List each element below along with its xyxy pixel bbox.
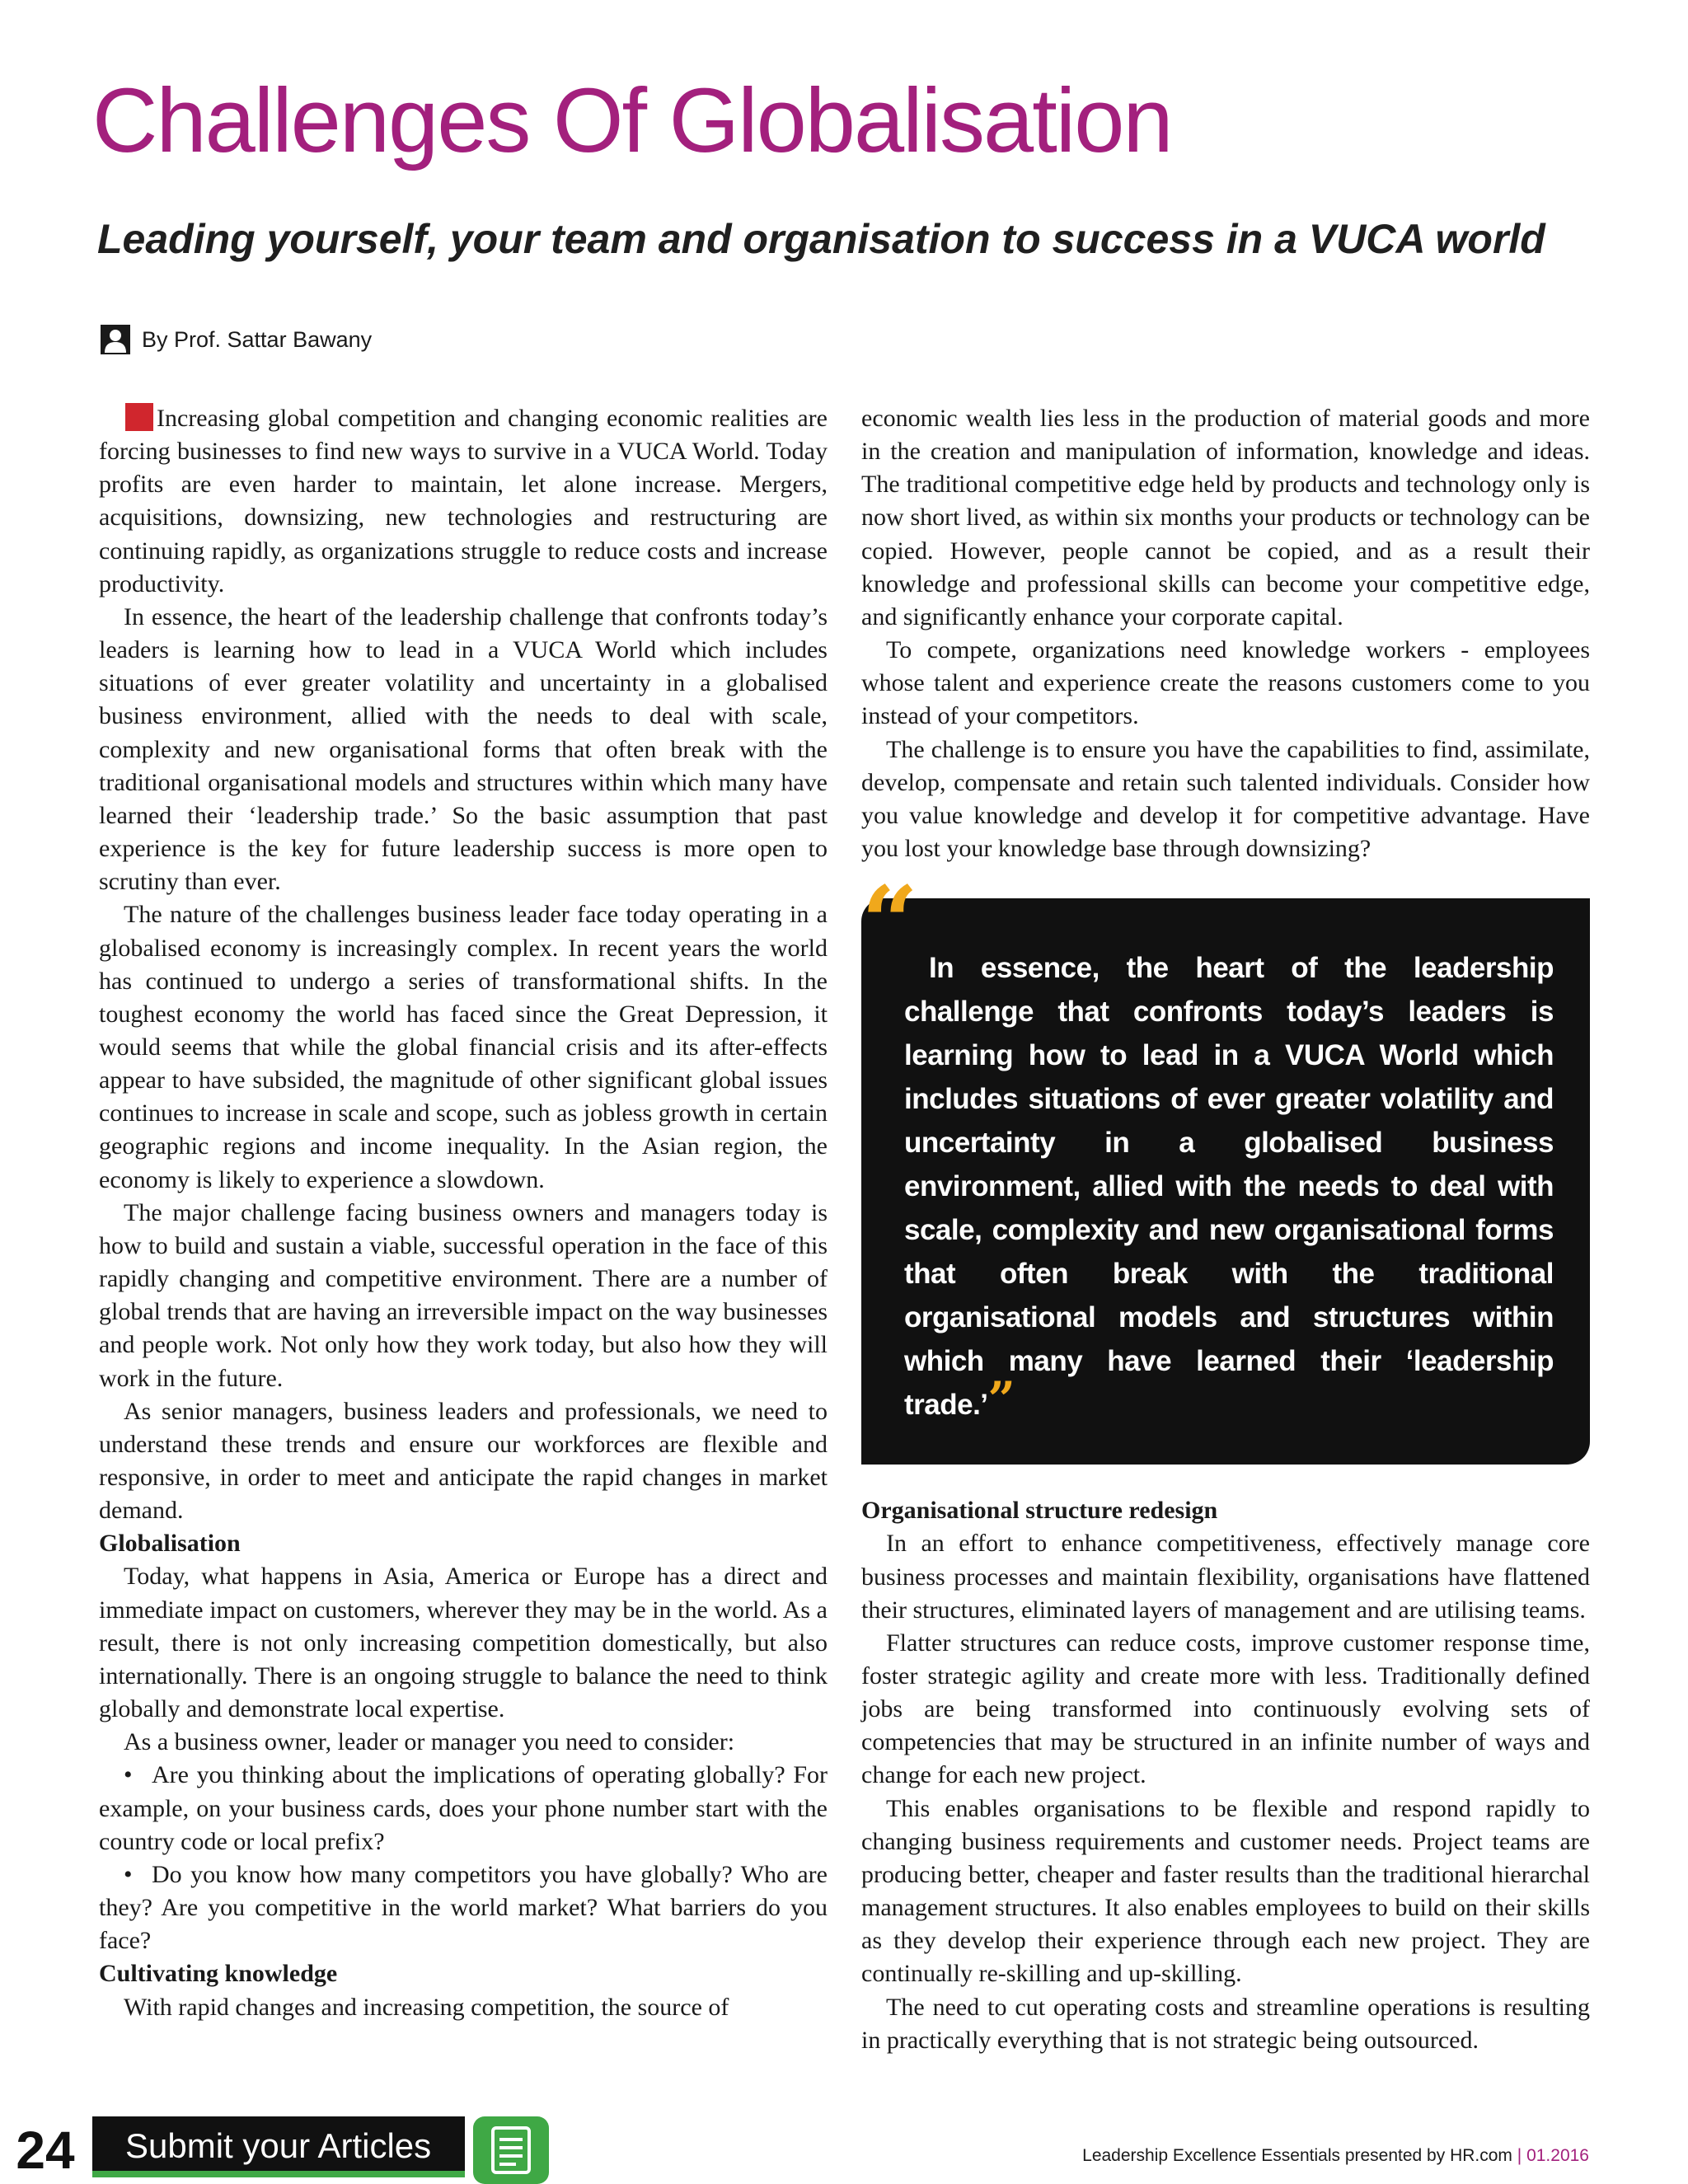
left-column (99, 402, 828, 2024)
bullet-text: Do you know how many competitors you have globally? Who are they? Are you competitive in the world market? What barriers do you face? (99, 1860, 828, 1955)
article-title: Challenges Of Globalisation (92, 70, 1172, 171)
paragraph (99, 402, 828, 601)
right-column (861, 402, 1590, 2057)
open-quote-icon: “ (861, 865, 919, 982)
document-icon-glyph (490, 2125, 532, 2176)
author-name: By Prof. Sattar Bawany (142, 326, 373, 352)
page-footer (0, 2110, 1688, 2184)
document-icon[interactable] (473, 2116, 549, 2184)
paragraph: This enables organisations to be flexible and respond rapidly to changing business requirements and customer needs. Project teams are producing better, cheaper and faster results than the traditional hierarchal management structures. It also enables employees to build on their skills as they develop their experience through each new project. They are continually re-skilling and up-skilling. (861, 1794, 1590, 1988)
paragraph: With rapid changes and increasing competition, the source of (124, 1993, 729, 2021)
paragraph: Today, what happens in Asia, America or Europe has a direct and immediate impact on customers, wherever they may be in the world. As a result, there is not only increasing competition domestically, but also internationally. There is an ongoing struggle to balance the need to think globally and demonstrate local expertise. (99, 1563, 828, 1723)
section-heading-knowledge: Cultivating knowledge (99, 1960, 338, 1988)
quote-body: In essence, the heart of the leadership challenge that confronts today’s leaders is learning how to lead in a VUCA World which includes situations of ever greater volatility and uncertainty in a globalised business environment, allied with the needs to deal with scale, complexity and new organisational forms that often break with the traditional organisational models and structures within which many have learned their ‘leadership trade.’ (904, 952, 1554, 1422)
paragraph: economic wealth lies less in the production of material goods and more in the creation and manipulation of information, knowledge and ideas. The traditional competitive edge held by products and technology only is now short lived, as within six months your products or technology can be copied. However, people cannot be copied, and as a result their knowledge and professional skills can become your competitive edge, and significantly enhance your corporate capital. (861, 405, 1590, 630)
paragraph: The nature of the challenges business leader face today operating in a globalised economy is increasingly complex. In recent years the world has continued to undergo a series of transformational shifts. In the toughest economy the world has faced since the Great Depression, it would seems that while the global financial crisis and its after-effects appear to have subsided, the magnitude of other significant global issues continues to increase in scale and scope, such as jobless growth in certain geographic regions and income inequality. In the Asian region, the economy is likely to experience a slowdown. (99, 901, 828, 1193)
pull-quote-text (904, 946, 1554, 1427)
publication-name: Leadership Excellence Essentials presented by HR.com (1082, 2146, 1512, 2165)
bullet-item (99, 1759, 828, 1858)
paragraph: The need to cut operating costs and streamline operations is resulting in practically everything that is not strategic being outsourced. (861, 1993, 1590, 2054)
submit-articles-link[interactable]: Submit your Articles (92, 2116, 465, 2177)
bullet-text: Are you thinking about the implications of operating globally? For example, on your business cards, does your phone number start with the country code or local prefix? (99, 1761, 828, 1855)
issue-date: 01.2016 (1526, 2146, 1589, 2165)
paragraph: As a business owner, leader or manager you need to consider: (124, 1728, 735, 1756)
paragraph: The major challenge facing business owners and managers today is how to build and sustain a viable, successful operation in the face of this rapidly changing and competitive environment. There are a number of global trends that are having an irreversible impact on the way businesses and people work. Not only how they work today, but also how they will work in the future. (99, 1198, 828, 1392)
byline (101, 323, 372, 356)
paragraph: Flatter structures can reduce costs, improve customer response time, foster strategic agility and create more with less. Traditionally defined jobs are being transformed into continuously evolving sets of competencies that may be structured in an infinite number of ways and change for each new project. (861, 1629, 1590, 1789)
bullet-icon: • (124, 1860, 133, 1888)
separator: | (1517, 2146, 1522, 2165)
dropcap (125, 403, 153, 431)
paragraph: As senior managers, business leaders and professionals, we need to understand these trends and ensure our workforces are flexible and responsive, in order to meet and anticipate the rapid changes in market demand. (99, 1397, 828, 1525)
section-heading-structure: Organisational structure redesign (861, 1497, 1218, 1525)
dropcap-letter: I (157, 405, 165, 432)
pull-quote (861, 865, 1590, 1465)
bullet-icon: • (124, 1761, 133, 1789)
author-icon (101, 325, 130, 354)
page-number: 24 (16, 2121, 75, 2180)
close-quote-icon: ” (987, 1371, 1015, 1428)
section-heading-globalisation: Globalisation (99, 1530, 241, 1558)
publication-info (1082, 2146, 1589, 2166)
bullet-item (99, 1858, 828, 1957)
paragraph: In an effort to enhance competitiveness, effectively manage core business processes and maintain flexibility, organisations have flattened their structures, eliminated layers of management and are utilising teams. (861, 1530, 1590, 1624)
article-subtitle: Leading yourself, your team and organisation to success in a VUCA world (97, 216, 1545, 262)
paragraph: The challenge is to ensure you have the capabilities to find, assimilate, develop, compensate and retain such talented individuals. Consider how you value knowledge and develop it for competitive advantage. Have you lost your knowledge base through downsizing? (861, 735, 1590, 863)
paragraph: In essence, the heart of the leadership challenge that confronts today’s leaders is learning how to lead in a VUCA World which includes situations of ever greater volatility and uncertainty in a globalised business environment, allied with the needs to deal with scale, complexity and new organisational forms that often break with the traditional organisational models and structures within which many have learned their ‘leadership trade.’ So the basic assumption that past experience is the key for future leadership success is more open to scrutiny than ever. (99, 602, 828, 896)
paragraph: To compete, organizations need knowledge workers - employees whose talent and experience create the reasons customers come to you instead of your competitors. (861, 636, 1590, 730)
paragraph-text: ncreasing global competition and changing economic realities are forcing businesses to find new ways to survive in a VUCA World. Today profits are even harder to maintain, let alone increase. Mergers, acquisitions, downsizing, new technologies and restructuring are continuing rapidly, as organizations struggle to reduce costs and increase productivity. (99, 405, 828, 598)
